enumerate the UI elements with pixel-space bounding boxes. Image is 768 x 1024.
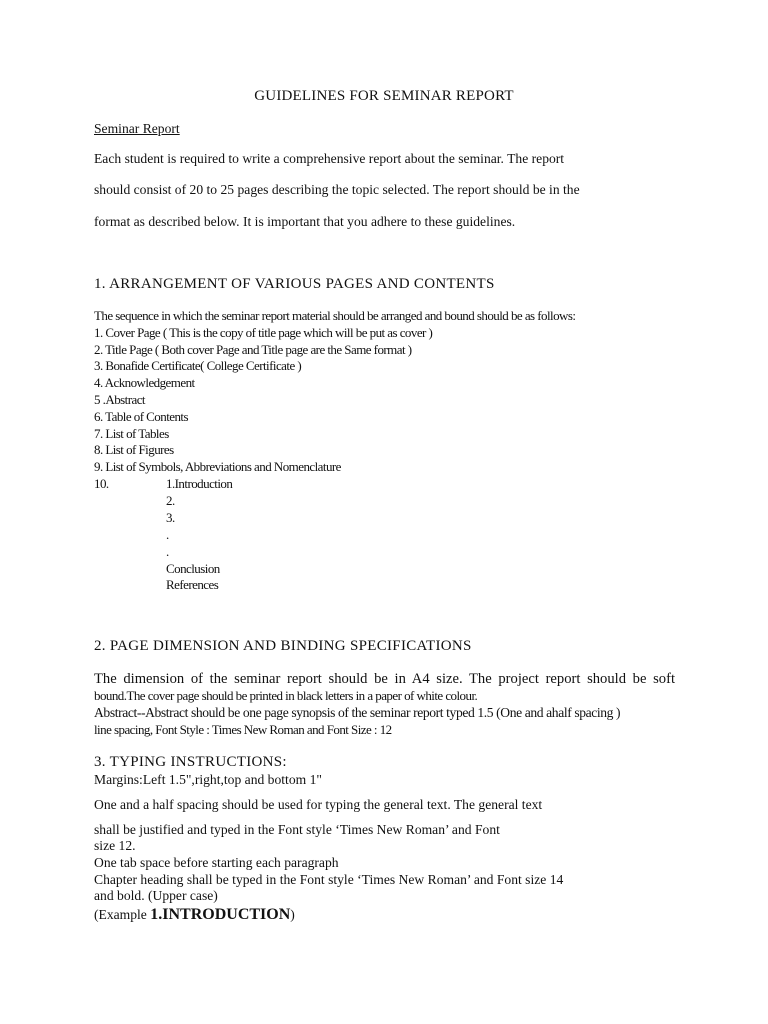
section-lead: The sequence in which the seminar report material should be arranged and bound should be as follows: bbox=[94, 308, 576, 323]
list-item: 8. List of Figures bbox=[94, 442, 174, 457]
example-line bbox=[94, 906, 295, 924]
sub-list-item: . bbox=[166, 544, 169, 559]
section-heading: 2. PAGE DIMENSION AND BINDING SPECIFICATIONS bbox=[94, 638, 472, 654]
list-item: 1. Cover Page ( This is the copy of title page which will be put as cover ) bbox=[94, 325, 433, 340]
list-item: 6. Table of Contents bbox=[94, 409, 189, 424]
body-line: shall be justified and typed in the Font style ‘Times New Roman’ and Font bbox=[94, 822, 500, 837]
intro-line: Each student is required to write a comprehensive report about the seminar. The report bbox=[94, 151, 565, 166]
example-suffix: ) bbox=[290, 907, 295, 922]
list-item: 7. List of Tables bbox=[94, 426, 169, 441]
body-line: Chapter heading shall be typed in the Font style ‘Times New Roman’ and Font size 14 bbox=[94, 872, 564, 887]
body-line: bound.The cover page should be printed in black letters in a paper of white colour. bbox=[94, 688, 478, 703]
sub-list-item: Conclusion bbox=[166, 561, 220, 576]
body-line: The dimension of the seminar report should be in A4 size. The project report should be soft bbox=[94, 671, 675, 687]
list-item-number: 10. bbox=[94, 476, 109, 491]
example-heading: 1.INTRODUCTION bbox=[150, 906, 291, 923]
list-item: 4. Acknowledgement bbox=[94, 375, 195, 390]
section-heading: 3. TYPING INSTRUCTIONS: bbox=[94, 754, 287, 770]
list-item: 9. List of Symbols, Abbreviations and Nomenclature bbox=[94, 459, 341, 474]
body-line: line spacing, Font Style : Times New Roman and Font Size : 12 bbox=[94, 722, 392, 737]
body-line: Abstract--Abstract should be one page synopsis of the seminar report typed 1.5 (One and ahalf spacing ) bbox=[94, 705, 621, 720]
list-item: 5 .Abstract bbox=[94, 392, 145, 407]
body-line: size 12. bbox=[94, 838, 136, 853]
list-item: 2. Title Page ( Both cover Page and Title page are the Same format ) bbox=[94, 342, 412, 357]
section-heading: 1. ARRANGEMENT OF VARIOUS PAGES AND CONTENTS bbox=[94, 276, 495, 292]
sub-list-item: 2. bbox=[166, 493, 175, 508]
intro-line: format as described below. It is important that you adhere to these guidelines. bbox=[94, 214, 516, 229]
body-line: One and a half spacing should be used for typing the general text. The general text bbox=[94, 797, 543, 812]
intro-heading: Seminar Report bbox=[94, 121, 180, 136]
intro-line: should consist of 20 to 25 pages describing the topic selected. The report should be in the bbox=[94, 182, 580, 197]
sub-list-item: 1.Introduction bbox=[166, 476, 233, 491]
body-line: One tab space before starting each paragraph bbox=[94, 855, 339, 870]
page-title: GUIDELINES FOR SEMINAR REPORT bbox=[254, 88, 514, 104]
list-item: 3. Bonafide Certificate( College Certificate ) bbox=[94, 358, 302, 373]
sub-list-item: . bbox=[166, 527, 169, 542]
body-line: and bold. (Upper case) bbox=[94, 888, 218, 903]
body-line: Margins:Left 1.5",right,top and bottom 1" bbox=[94, 772, 322, 787]
sub-list-item: References bbox=[166, 577, 219, 592]
example-prefix: (Example bbox=[94, 907, 151, 922]
sub-list-item: 3. bbox=[166, 510, 175, 525]
